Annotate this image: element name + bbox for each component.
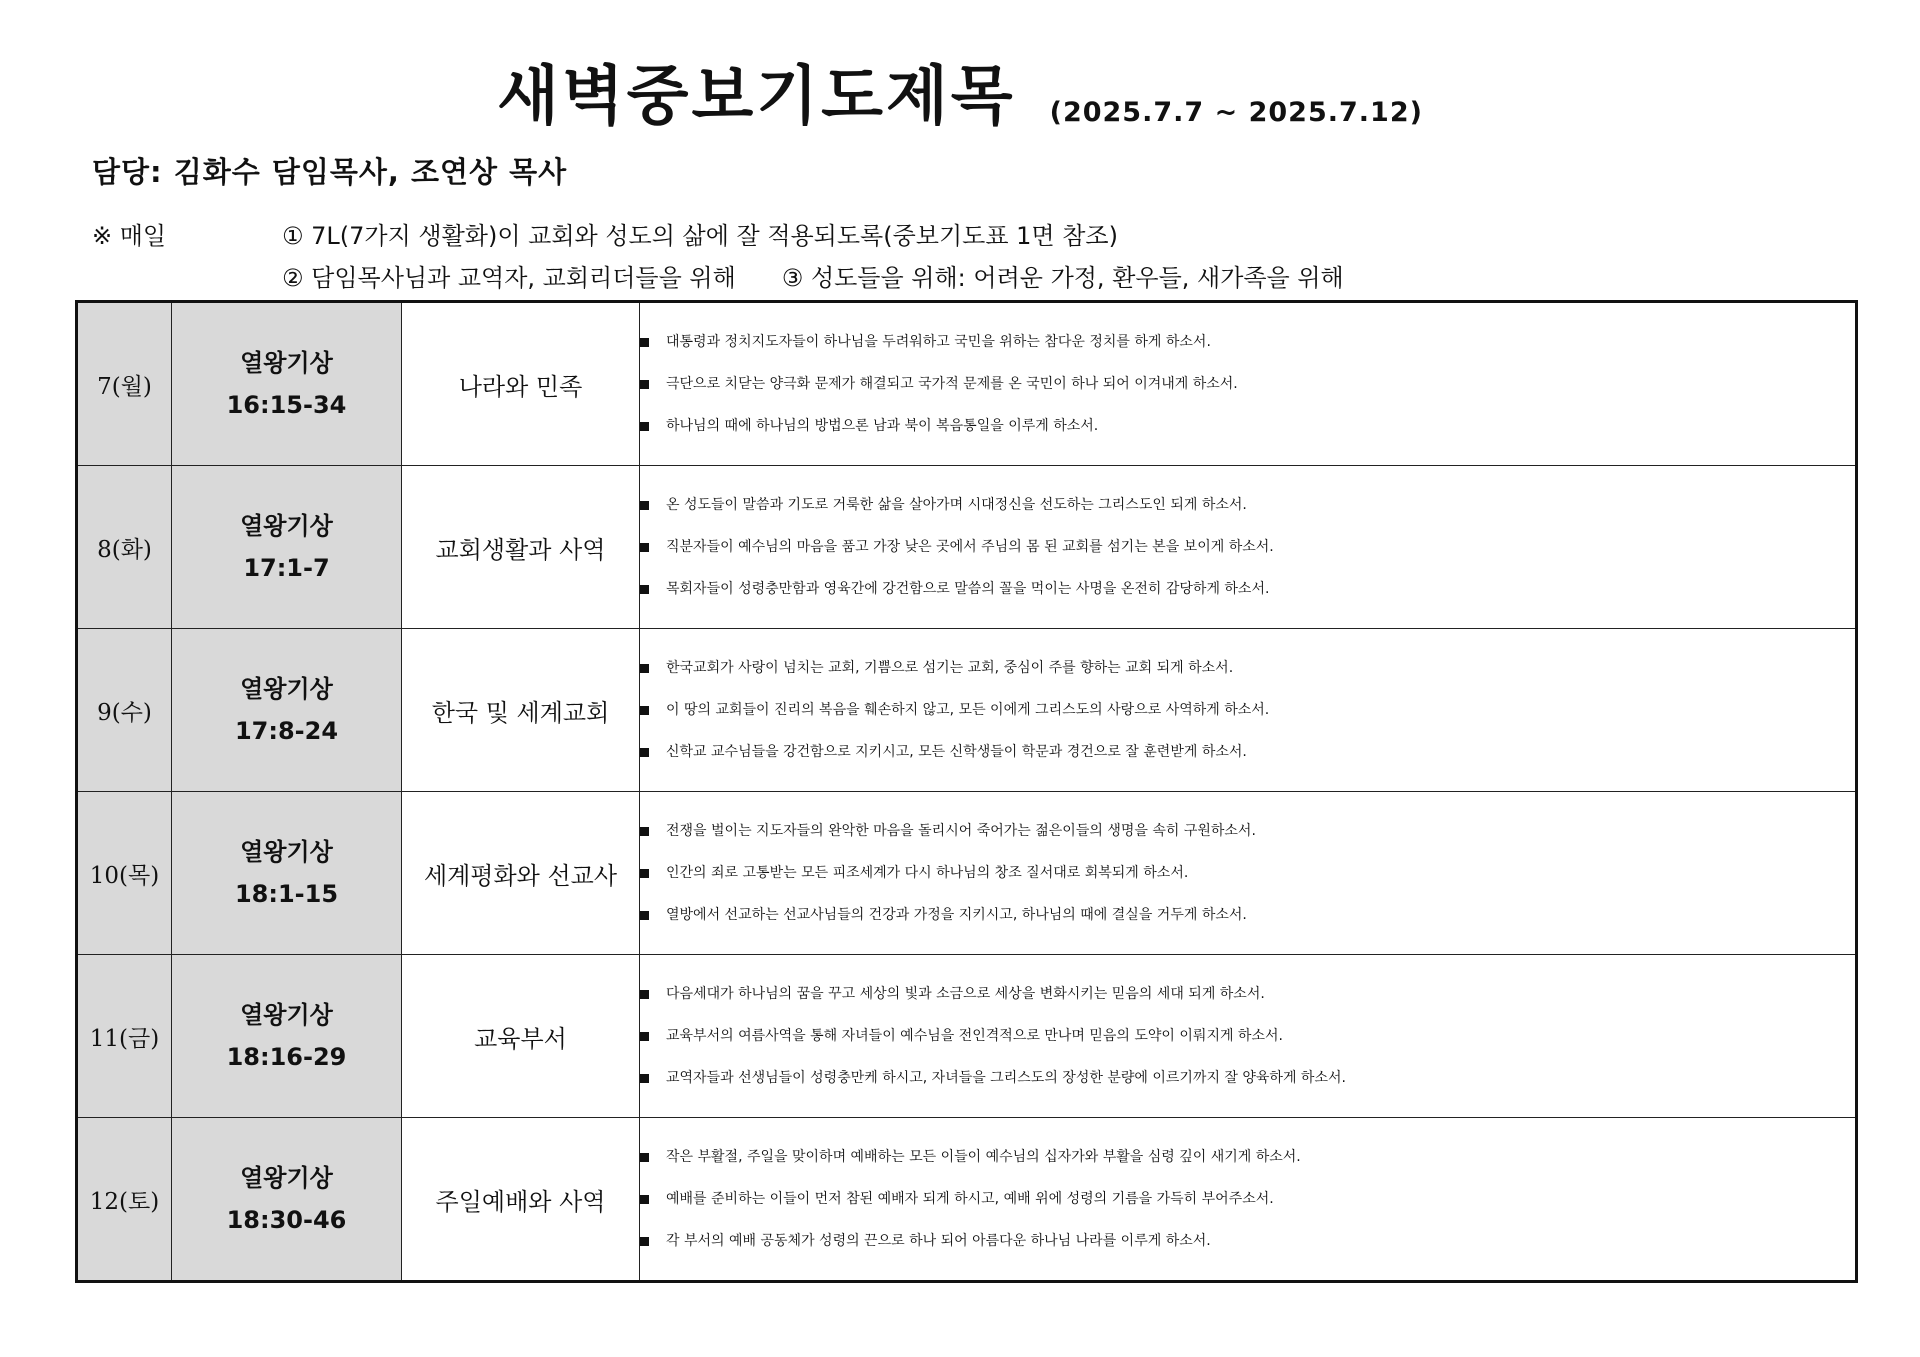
scripture-verse: 18:30-46 [226, 1206, 347, 1234]
square-bullet-icon [640, 1195, 649, 1204]
prayer-text: 하나님의 때에 하나님의 방법으론 남과 북이 복음통일을 이루게 하소서. [666, 418, 1099, 434]
daily-prayer-section [92, 214, 1592, 304]
prayer-text: 대통령과 정치지도자들이 하나님을 두려워하고 국민을 위하는 참다운 정치를 하게 하소서. [666, 334, 1211, 350]
prayer-text: 다음세대가 하나님의 꿈을 꾸고 세상의 빛과 소금으로 세상을 변화시키는 믿음의 세대 되게 하소서. [666, 986, 1265, 1002]
page-title: 새벽중보기도제목 [497, 60, 1016, 134]
prayer-schedule-table [75, 300, 1858, 1283]
prayer-items-cell [640, 466, 1857, 629]
schedule-row [77, 302, 1857, 466]
prayer-item [640, 689, 1855, 731]
square-bullet-icon [640, 1153, 649, 1162]
prayer-text: 신학교 교수님들을 강건함으로 지키시고, 모든 신학생들이 학문과 경건으로 잘 훈련받게 하소서. [666, 744, 1247, 760]
daily-label: ※ 매일 [92, 222, 167, 250]
prayer-item [640, 1015, 1855, 1057]
prayer-item [640, 568, 1855, 610]
prayer-item [640, 405, 1855, 447]
prayer-text: 예배를 준비하는 이들이 먼저 참된 예배자 되게 하시고, 예배 위에 성령의 기름을 가득히 부어주소서. [666, 1191, 1274, 1207]
prayer-items-cell [640, 792, 1857, 955]
scripture-book: 열왕기상 [240, 512, 333, 540]
prayer-items-cell [640, 629, 1857, 792]
prayer-text: 전쟁을 벌이는 지도자들의 완악한 마음을 돌리시어 죽어가는 젊은이들의 생명을 속히 구원하소서. [666, 823, 1256, 839]
prayer-text: 이 땅의 교회들이 진리의 복음을 훼손하지 않고, 모든 이에게 그리스도의 사랑으로 사역하게 하소서. [666, 702, 1270, 718]
scripture-book: 열왕기상 [240, 1164, 333, 1192]
prayer-item [640, 1178, 1855, 1220]
prayer-items-cell [640, 1118, 1857, 1282]
prayer-item [640, 894, 1855, 936]
prayer-text: 인간의 죄로 고통받는 모든 피조세계가 다시 하나님의 창조 질서대로 회복되게 하소서. [666, 865, 1189, 881]
square-bullet-icon [640, 585, 649, 594]
square-bullet-icon [640, 827, 649, 836]
square-bullet-icon [640, 380, 649, 389]
scripture-cell [172, 1118, 402, 1282]
prayer-text: 목회자들이 성령충만함과 영육간에 강건함으로 말씀의 꼴을 먹이는 사명을 온전히 감당하게 하소서. [666, 581, 1270, 597]
prayer-text: 한국교회가 사랑이 넘치는 교회, 기쁨으로 섬기는 교회, 중심이 주를 향하는 교회 되게 하소서. [666, 660, 1234, 676]
prayer-list [640, 321, 1855, 447]
daily-item-1: ① 7L(7가지 생활화)이 교회와 성도의 삶에 잘 적용되도록(중보기도표 1면 참조) [282, 222, 1118, 250]
day-cell: 11(금) [77, 955, 172, 1118]
schedule-row [77, 629, 1857, 792]
prayer-list [640, 484, 1855, 610]
prayer-text: 각 부서의 예배 공동체가 성령의 끈으로 하나 되어 아름다운 하나님 나라를 이루게 하소서. [666, 1233, 1211, 1249]
prayer-list [640, 810, 1855, 936]
square-bullet-icon [640, 543, 649, 552]
schedule-row [77, 1118, 1857, 1282]
scripture-book: 열왕기상 [240, 675, 333, 703]
topic-cell: 한국 및 세계교회 [402, 629, 640, 792]
prayer-text: 열방에서 선교하는 선교사님들의 건강과 가정을 지키시고, 하나님의 때에 결실을 거두게 하소서. [666, 907, 1247, 923]
scripture-cell [172, 955, 402, 1118]
in-charge-line: 담당: 김화수 담임목사, 조연상 목사 [92, 155, 568, 189]
prayer-item [640, 1057, 1855, 1099]
scripture-cell [172, 302, 402, 466]
prayer-items-cell [640, 955, 1857, 1118]
prayer-items-cell [640, 302, 1857, 466]
day-cell: 8(화) [77, 466, 172, 629]
scripture-verse: 17:1-7 [243, 554, 330, 582]
scripture-verse: 17:8-24 [234, 717, 339, 745]
topic-cell: 교회생활과 사역 [402, 466, 640, 629]
schedule-row [77, 792, 1857, 955]
prayer-list [640, 1136, 1855, 1262]
square-bullet-icon [640, 748, 649, 757]
topic-cell: 세계평화와 선교사 [402, 792, 640, 955]
square-bullet-icon [640, 911, 649, 920]
prayer-text: 작은 부활절, 주일을 맞이하며 예배하는 모든 이들이 예수님의 십자가와 부활을 심령 깊이 새기게 하소서. [666, 1149, 1301, 1165]
prayer-item [640, 973, 1855, 1015]
prayer-text: 온 성도들이 말씀과 기도로 거룩한 삶을 살아가며 시대정신을 선도하는 그리스도인 되게 하소서. [666, 497, 1247, 513]
scripture-verse: 18:16-29 [226, 1043, 347, 1071]
prayer-text: 교육부서의 여름사역을 통해 자녀들이 예수님을 전인격적으로 만나며 믿음의 도약이 이뤄지게 하소서. [666, 1028, 1283, 1044]
square-bullet-icon [640, 706, 649, 715]
schedule-row [77, 466, 1857, 629]
scripture-book: 열왕기상 [240, 1001, 333, 1029]
day-cell: 12(토) [77, 1118, 172, 1282]
daily-items-2-3 [282, 258, 1344, 293]
topic-cell: 주일예배와 사역 [402, 1118, 640, 1282]
scripture-cell [172, 466, 402, 629]
prayer-item [640, 810, 1855, 852]
scripture-verse: 16:15-34 [226, 391, 347, 419]
daily-item-3: ③ 성도들을 위해: 어려운 가정, 환우들, 새가족을 위해 [781, 264, 1344, 292]
prayer-list [640, 647, 1855, 773]
prayer-list [640, 973, 1855, 1099]
daily-item-2: ② 담임목사님과 교역자, 교회리더들을 위해 [282, 264, 736, 292]
scripture-book: 열왕기상 [240, 838, 333, 866]
prayer-item [640, 526, 1855, 568]
square-bullet-icon [640, 1032, 649, 1041]
title-row [0, 52, 1920, 142]
prayer-text: 직분자들이 예수님의 마음을 품고 가장 낮은 곳에서 주님의 몸 된 교회를 섬기는 본을 보이게 하소서. [666, 539, 1274, 555]
scripture-cell [172, 629, 402, 792]
prayer-item [640, 1136, 1855, 1178]
scripture-book: 열왕기상 [240, 349, 333, 377]
square-bullet-icon [640, 869, 649, 878]
topic-cell: 나라와 민족 [402, 302, 640, 466]
prayer-item [640, 731, 1855, 773]
square-bullet-icon [640, 422, 649, 431]
square-bullet-icon [640, 664, 649, 673]
square-bullet-icon [640, 990, 649, 999]
prayer-item [640, 647, 1855, 689]
day-cell: 7(월) [77, 302, 172, 466]
day-cell: 10(목) [77, 792, 172, 955]
scripture-cell [172, 792, 402, 955]
prayer-item [640, 852, 1855, 894]
prayer-text: 극단으로 치닫는 양극화 문제가 해결되고 국가적 문제를 온 국민이 하나 되어 이겨내게 하소서. [666, 376, 1238, 392]
prayer-text: 교역자들과 선생님들이 성령충만케 하시고, 자녀들을 그리스도의 장성한 분량에 이르기까지 잘 양육하게 하소서. [666, 1070, 1346, 1086]
date-range: (2025.7.7 ~ 2025.7.12) [1049, 97, 1423, 128]
prayer-item [640, 484, 1855, 526]
square-bullet-icon [640, 338, 649, 347]
square-bullet-icon [640, 501, 649, 510]
prayer-item [640, 1220, 1855, 1262]
square-bullet-icon [640, 1237, 649, 1246]
prayer-item [640, 363, 1855, 405]
schedule-row [77, 955, 1857, 1118]
scripture-verse: 18:1-15 [234, 880, 339, 908]
day-cell: 9(수) [77, 629, 172, 792]
prayer-item [640, 321, 1855, 363]
square-bullet-icon [640, 1074, 649, 1083]
topic-cell: 교육부서 [402, 955, 640, 1118]
